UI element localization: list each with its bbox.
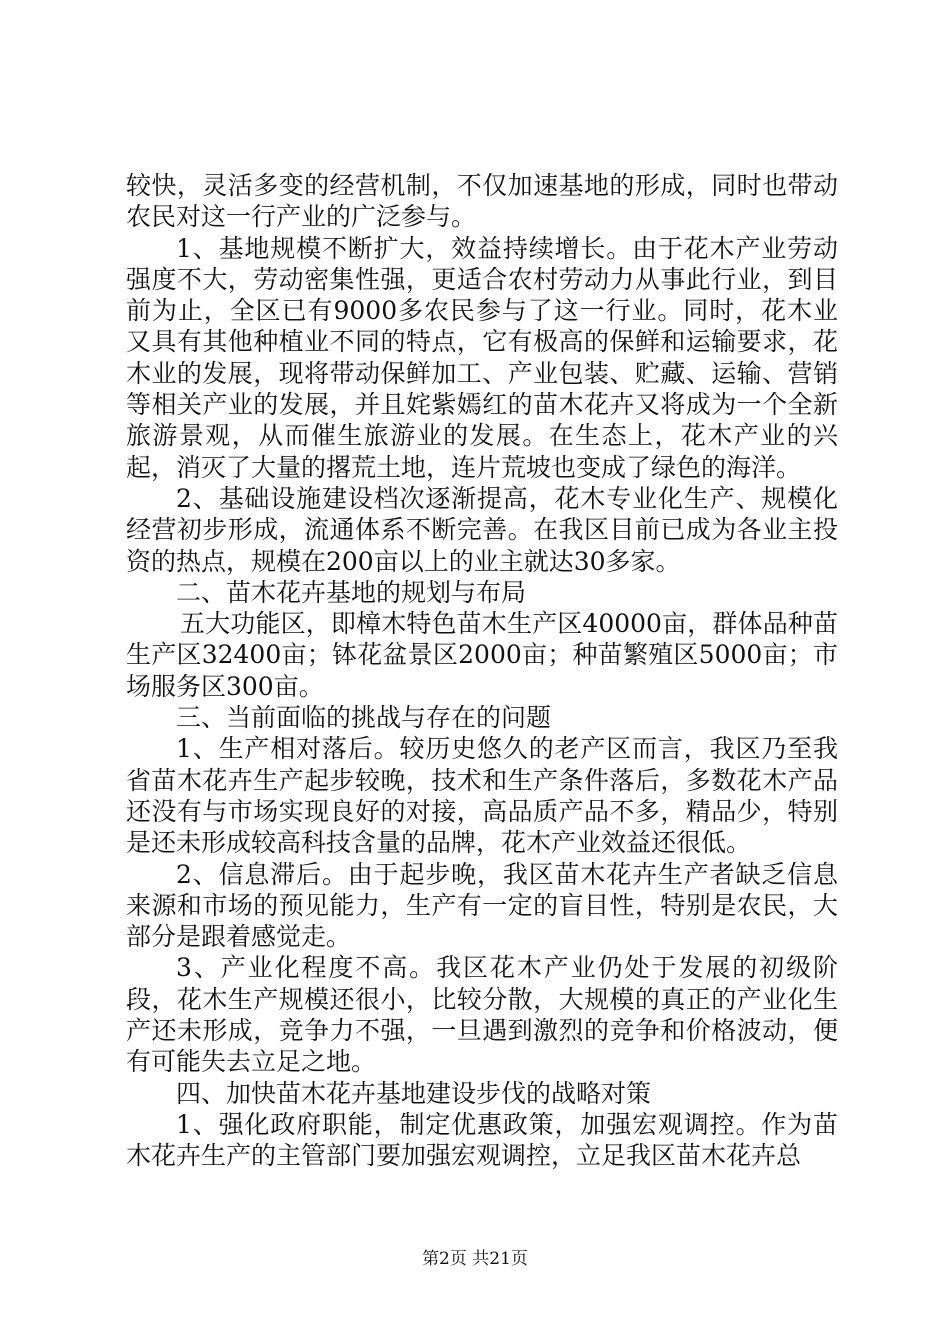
paragraph-base-scale: 1、基地规模不断扩大，效益持续增长。由于花木产业劳动强度不大，劳动密集性强，更适合农村劳动力从事此行业，到目前为止，全区已有9000多农民参与了这一行业。同时，花木业又具有其他种植业不同的特点，它有极高的保鲜和运输要求，花木业的发展，现将带动保鲜加工、产业包装、贮藏、运输、营销等相关产业的发展，并且姹紫嫣红的苗木花卉又将成为一个全新旅游景观，从而催生旅游业的发展。在生态上，花木产业的兴起，消灭了大量的撂荒土地，连片荒坡也变成了绿色的海洋。 (126, 233, 838, 482)
paragraph-production-lag: 1、生产相对落后。较历史悠久的老产区而言，我区乃至我省苗木花卉生产起步较晚，技术和生产条件落后，多数花木产品还没有与市场实现良好的对接，高品质产品不多，精品少，特别是还未形成较高科技含量的品牌，花木产业效益还很低。 (126, 734, 838, 858)
document-body (126, 170, 838, 1172)
heading-planning-layout: 二、苗木花卉基地的规划与布局 (176, 577, 527, 607)
paragraph-infrastructure: 2、基础设施建设档次逐渐提高，花木专业化生产、规模化经营初步形成，流通体系不断完善。在我区目前已成为各业主投资的热点，规模在200亩以上的业主就达30多家。 (126, 483, 838, 576)
paragraph-government-role: 1、强化政府职能，制定优惠政策，加强宏观调控。作为苗木花卉生产的主管部门要加强宏观调控，立足我区苗木花卉总 (126, 1109, 838, 1171)
paragraph-functional-zones: 五大功能区，即樟木特色苗木生产区40000亩，群体品种苗生产区32400亩；钵花盆景区2000亩；种苗繁殖区5000亩；市场服务区300亩。 (126, 609, 838, 701)
page-number-footer: 第2页 共21页 (422, 1249, 528, 1269)
paragraph-continuation: 较快，灵活多变的经营机制，不仅加速基地的形成，同时也带动农民对这一行产业的广泛参与。 (126, 171, 838, 232)
paragraph-industrialization: 3、产业化程度不高。我区花木产业仍处于发展的初级阶段，花木生产规模还很小，比较分散，大规模的真正的产业化生产还未形成，竞争力不强，一旦遇到激烈的竞争和价格波动，便有可能失去立足之地。 (126, 953, 838, 1077)
paragraph-information-lag: 2、信息滞后。由于起步晚，我区苗木花卉生产者缺乏信息来源和市场的预见能力，生产有一定的盲目性，特别是农民，大部分是跟着感觉走。 (126, 859, 838, 952)
heading-strategies: 四、加快苗木花卉基地建设步伐的战略对策 (176, 1078, 652, 1108)
heading-challenges: 三、当前面临的挑战与存在的问题 (176, 703, 552, 733)
